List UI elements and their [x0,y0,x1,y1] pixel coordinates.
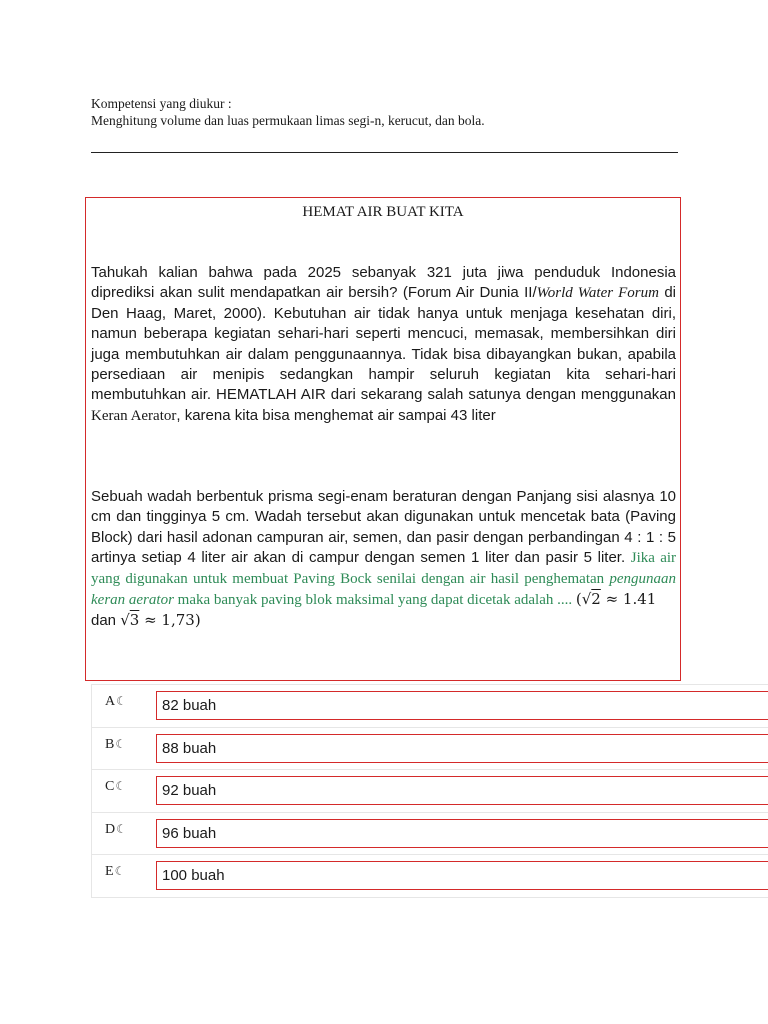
option-b[interactable] [91,728,768,771]
p2-green-italic: pengunaan keran aerator [91,570,676,609]
option-d[interactable] [91,813,768,856]
radicand: 3 [129,611,140,630]
option-e[interactable] [91,855,768,898]
paren-open: ( [575,590,582,609]
option-text[interactable]: 82 buah [156,691,768,720]
option-marker-icon: ☾ [115,736,127,751]
paren-close: ) [194,611,201,630]
option-marker-icon: ☾ [116,821,127,836]
p1-keran-aerator: Keran Aerator [91,407,177,424]
p1-world-water-forum: World Water Forum [536,285,659,302]
option-letter: E☾ [105,864,126,879]
option-text[interactable]: 88 buah [156,734,768,763]
p2-green-a: Jika air yang digunakan untuk membuat Paving Bock senilai dengan air hasil penghematan [91,550,677,587]
approx-1: ≈ 1.41 [600,590,657,609]
option-letter: D☾ [105,821,127,837]
option-letter: A☾ [105,694,127,709]
competency-text: Menghitung volume dan luas permukaan limas segi-n, kerucut, dan bola. [91,113,485,128]
option-letter: C☾ [105,779,127,794]
passage-paragraph-2 [91,487,676,632]
sqrt-symbol: √ [581,590,592,609]
competency-header [91,95,681,129]
option-a[interactable] [91,685,768,728]
p2-math-hint [576,590,656,608]
p2-green-b: maka banyak paving blok maksimal yang dapat dicetak adalah .... [173,592,576,609]
competency-label: Kompetensi yang diukur : [91,96,232,111]
sqrt-3 [120,611,139,629]
approx-2: ≈ 1,73 [139,611,195,630]
divider [91,152,678,153]
p2-text-a: Sebuah wadah berbentuk prisma segi-enam beraturan dengan Panjang sisi alasnya 10 cm dan tingginya 5 cm. Wadah tersebut akan digunakan untuk mencetak bata (Paving Block) dari hasil adonan campuran air, semen, dan pasir dengan perbandingan 4 : 1 : 5 artinya setiap 4 liter air akan di campur dengan semen 1 liter dan pasir 5 liter. [91,488,676,567]
passage-title: HEMAT AIR BUAT KITA [302,204,464,220]
option-marker-icon: ☾ [114,864,126,878]
p1-text-c: di Den Haag, Maret, 2000). Kebutuhan air tidak hanya untuk menjaga kesehatan diri, namun beberapa kegiatan sehari-hari seperti mencuci, memasak, membersihkan diri juga membutuhkan air dalam penggunaannya. Tidak bisa dibayangkan bukan, apabila persediaan air menipis sedangkan hampir seluruh kegiatan kita sehari-hari membutuhkan air. HEMATLAH AIR dari sekarang salah satunya dengan menggunakan [91,284,677,404]
p1-text-a: Tahukah kalian bahwa pada 2025 sebanyak 321 juta jiwa penduduk Indonesia diprediksi akan sulit mendapatkan air bersih? (Forum Air Dunia II/ [91,264,676,302]
option-letter: B☾ [105,736,127,752]
p2-dan: dan [91,612,121,630]
sqrt-2 [582,590,601,608]
radicand: 2 [591,590,601,609]
option-c[interactable] [91,770,768,813]
passage-paragraph-1 [91,263,676,426]
p2-math-hint-2 [120,611,200,629]
option-marker-icon: ☾ [116,694,127,708]
option-text[interactable]: 92 buah [156,776,768,805]
sqrt-symbol: √ [120,611,130,630]
option-text[interactable]: 100 buah [156,861,768,890]
p1-text-e: , karena kita bisa menghemat air sampai 43 liter [176,406,496,424]
option-text[interactable]: 96 buah [156,819,768,848]
answer-options [91,684,768,898]
reading-passage [85,197,681,681]
option-marker-icon: ☾ [115,779,127,793]
